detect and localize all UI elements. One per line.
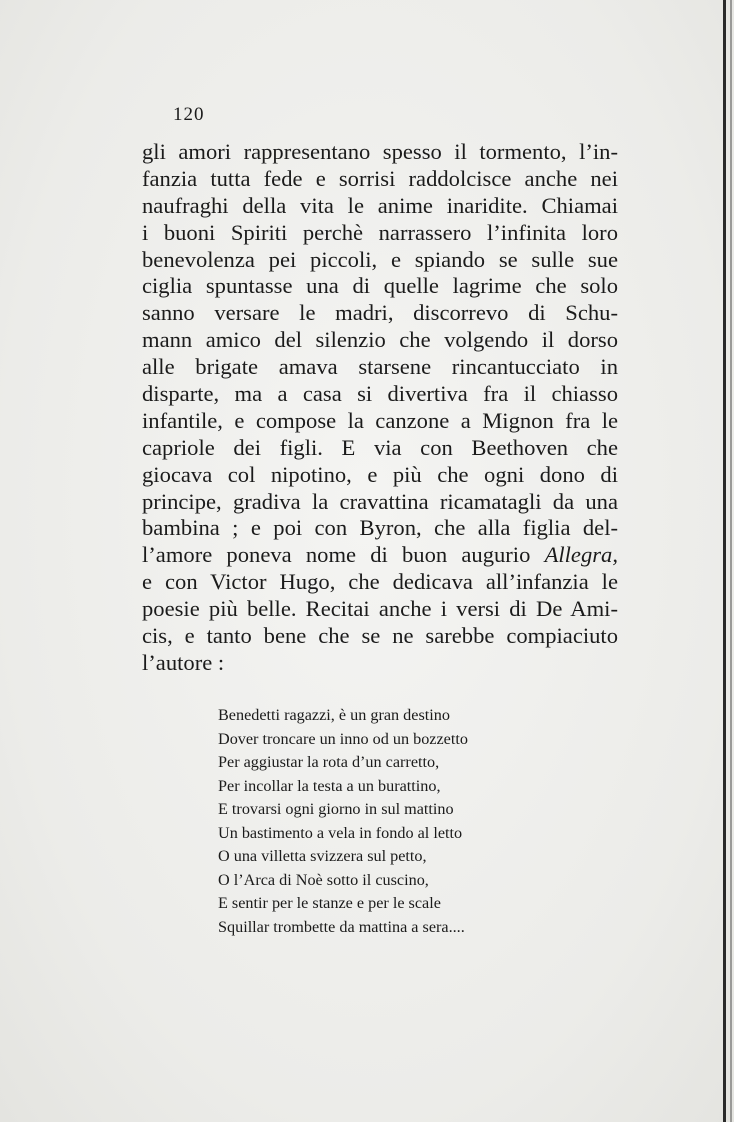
prose-line: cis, e tanto bene che se ne sarebbe compiaciuto [142, 623, 618, 649]
prose-line: bambina ; e poi con Byron, che alla figlia del- [142, 515, 618, 541]
prose-line: benevolenza pei piccoli, e spiando se sulle sue [142, 246, 618, 272]
prose-line: mann amico del silenzio che volgendo il dorso [142, 327, 618, 353]
prose-line: principe, gradiva la cravattina ricamatagli da una [142, 488, 618, 514]
poem-line: Per incollar la testa a un burattino, [218, 776, 441, 795]
prose-line: ciglia spuntasse una di quelle lagrime che solo [142, 273, 618, 299]
prose-line: fanzia tutta fede e sorrisi raddolcisce anche nei [142, 165, 618, 191]
poem-line: E sentir per le stanze e per le scale [218, 894, 441, 912]
poem-line: O l’Arca di Noè sotto il cuscino, [218, 870, 429, 889]
poem-stanza [218, 704, 558, 939]
prose-line: i buoni Spiriti perchè narrassero l’infinita loro [142, 219, 618, 245]
page-edge-dark [723, 0, 726, 1122]
prose-line: naufraghi della vita le anime inaridite. Chiamai [142, 192, 618, 218]
prose-line: infantile, e compose la canzone a Mignon fra le [142, 407, 618, 433]
poem-line: Un bastimento a vela in fondo al letto [218, 823, 463, 842]
prose-line: e con Victor Hugo, che dedicava all’infanzia le [142, 569, 618, 595]
poem-line: O una villetta svizzera sul petto, [218, 847, 427, 865]
page-edge-light [730, 0, 732, 1122]
page-number: 120 [173, 104, 205, 125]
poem-line: Dover troncare un inno od un bozzetto [218, 729, 468, 748]
prose-line: gli amori rappresentano spesso il tormento, l’in- [142, 139, 618, 164]
poem-line: Benedetti ragazzi, è un gran destino [218, 706, 450, 724]
prose-line: l’autore : [142, 649, 225, 675]
prose-line: poesie più belle. Recitai anche i versi di De Ami- [142, 596, 618, 622]
poem-line: Per aggiustar la rota d’un carretto, [218, 753, 440, 771]
prose-body [142, 139, 618, 677]
prose-line-text: l’amore poneva nome di buon augurio [142, 542, 531, 568]
italic-name: Allegra, [544, 542, 618, 568]
prose-line: alle brigate amava starsene rincantucciato in [142, 354, 618, 380]
poem-line: E trovarsi ogni giorno in sul mattino [218, 800, 454, 818]
prose-line: giocava col nipotino, e più che ogni dono di [142, 461, 618, 487]
prose-line: capriole dei figli. E via con Beethoven che [142, 434, 618, 460]
prose-line: disparte, ma a casa si divertiva fra il chiasso [142, 381, 618, 407]
prose-line: sanno versare le madri, discorrevo di Schu- [142, 300, 618, 326]
prose-line-with-italic [142, 542, 618, 569]
poem-line: Squillar trombette da mattina a sera.... [218, 917, 465, 936]
